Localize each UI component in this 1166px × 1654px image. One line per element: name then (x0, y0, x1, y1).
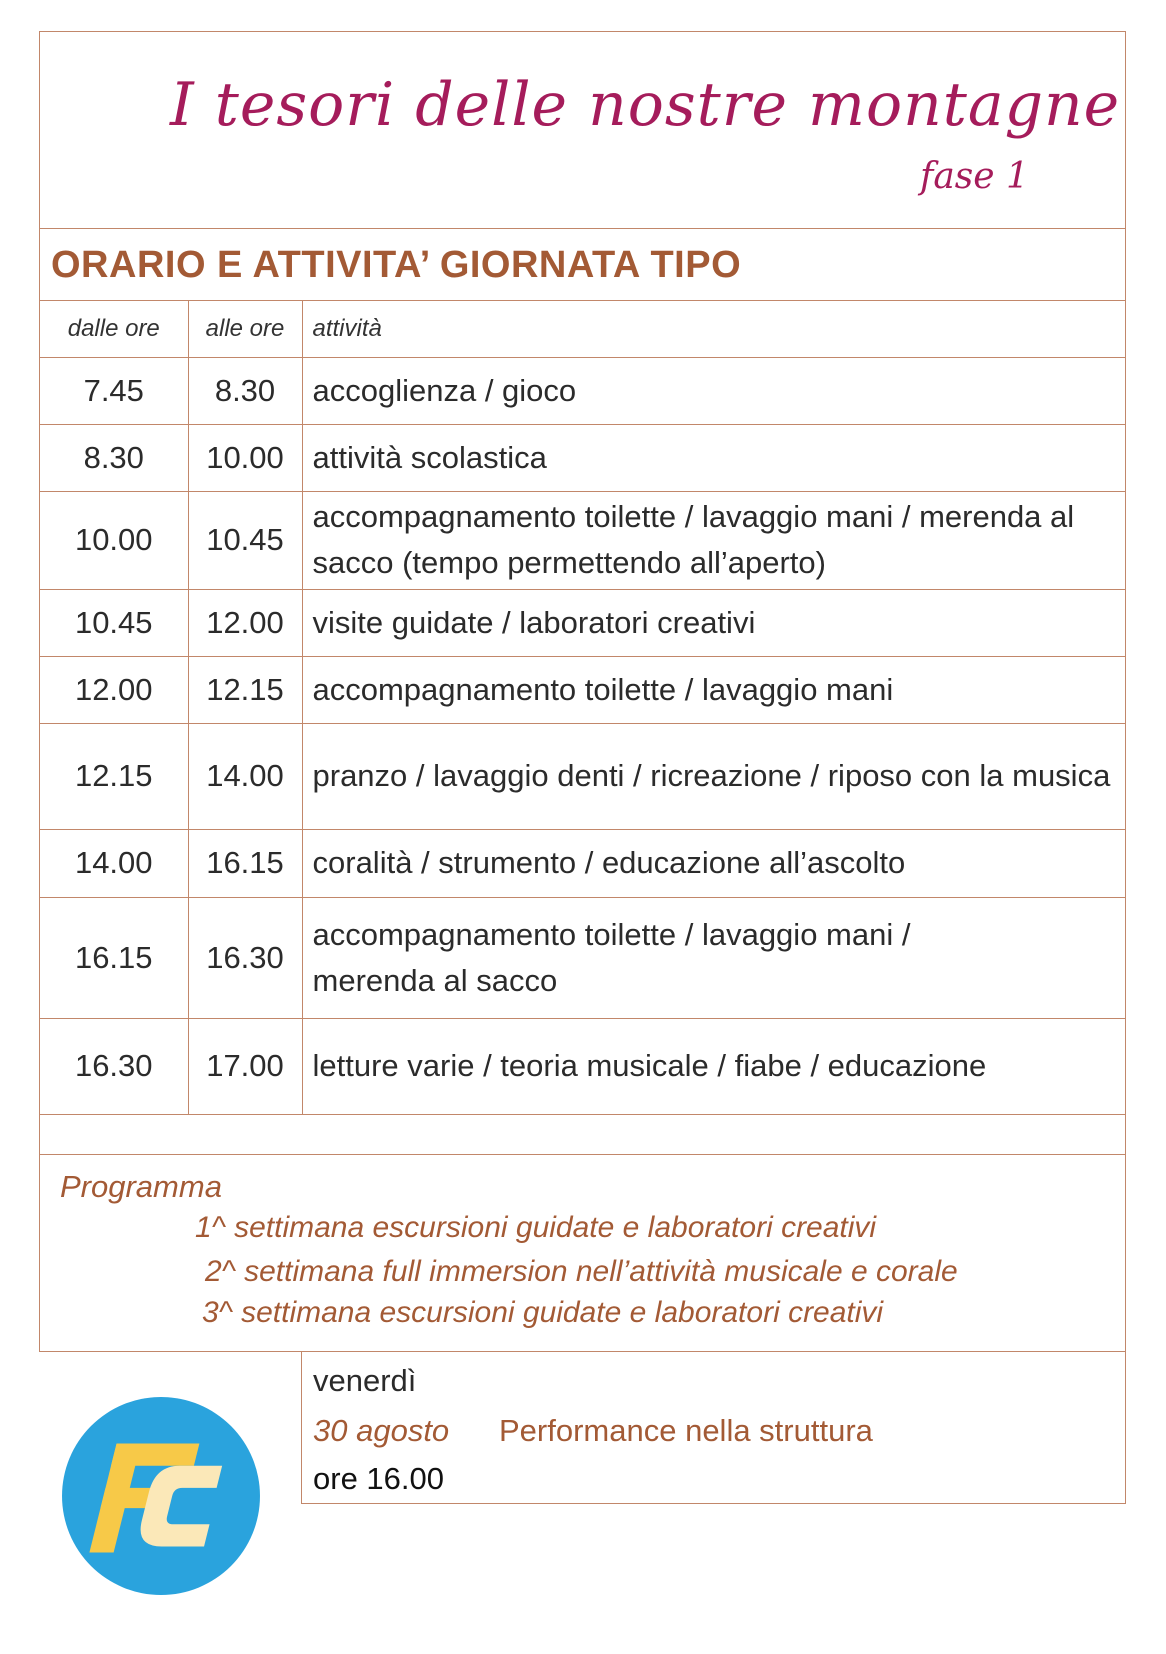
row-to: 14.00 (188, 723, 302, 829)
row-to: 8.30 (188, 357, 302, 424)
row-activity: pranzo / lavaggio denti / ricreazione / riposo con la musica (302, 723, 1125, 829)
row-activity: accompagnamento toilette / lavaggio mani / merenda al sacco (302, 897, 1125, 1018)
program-week-3: 3^ settimana escursioni guidate e laboratori creativi (202, 1296, 884, 1329)
program-week-1: 1^ settimana escursioni guidate e laboratori creativi (195, 1211, 877, 1244)
section-heading (40, 229, 1125, 301)
table-row (40, 589, 1125, 656)
schedule-table (40, 301, 1125, 1115)
col-header-activity: attività (302, 301, 1125, 357)
program-week-2: 2^ settimana full immersion nell’attività musicale e corale (205, 1255, 958, 1288)
row-activity: letture varie / teoria musicale / fiabe / educazione (302, 1018, 1125, 1114)
row-to: 10.45 (188, 491, 302, 589)
row-from: 16.30 (40, 1018, 188, 1114)
col-header-to: alle ore (188, 301, 302, 357)
table-row (40, 656, 1125, 723)
row-activity: accompagnamento toilette / lavaggio mani (302, 656, 1125, 723)
event-day: venerdì (313, 1363, 417, 1398)
event-performance: Performance nella struttura (499, 1413, 873, 1448)
col-header-from: dalle ore (40, 301, 188, 357)
row-activity: attività scolastica (302, 424, 1125, 491)
row-activity: visite guidate / laboratori creativi (302, 589, 1125, 656)
page-title: I tesori delle nostre montagne (170, 70, 1121, 140)
row-activity: coralità / strumento / educazione all’ascolto (302, 829, 1125, 897)
event-box (301, 1351, 1126, 1504)
program-title: Programma (60, 1169, 222, 1204)
fc-logo-icon (60, 1395, 262, 1597)
page-subtitle: fase 1 (920, 156, 1029, 197)
row-from: 7.45 (40, 357, 188, 424)
row-to: 12.00 (188, 589, 302, 656)
row-from: 12.00 (40, 656, 188, 723)
table-row (40, 723, 1125, 829)
row-to: 12.15 (188, 656, 302, 723)
row-from: 12.15 (40, 723, 188, 829)
title-box (40, 32, 1125, 229)
row-to: 17.00 (188, 1018, 302, 1114)
row-to: 10.00 (188, 424, 302, 491)
table-row (40, 1018, 1125, 1114)
table-header-row (40, 301, 1125, 357)
table-row (40, 424, 1125, 491)
table-row (40, 829, 1125, 897)
row-activity: accoglienza / gioco (302, 357, 1125, 424)
program-section (40, 1154, 1125, 1353)
row-to: 16.30 (188, 897, 302, 1018)
row-from: 14.00 (40, 829, 188, 897)
row-activity: accompagnamento toilette / lavaggio mani / merenda al sacco (tempo permettendo all’aperto) (302, 491, 1125, 589)
event-time: ore 16.00 (313, 1461, 444, 1496)
table-row (40, 491, 1125, 589)
schedule-frame (39, 31, 1126, 1352)
row-from: 10.00 (40, 491, 188, 589)
row-from: 10.45 (40, 589, 188, 656)
row-to: 16.15 (188, 829, 302, 897)
table-row (40, 897, 1125, 1018)
row-from: 16.15 (40, 897, 188, 1018)
row-from: 8.30 (40, 424, 188, 491)
event-date: 30 agosto (313, 1413, 450, 1448)
table-row (40, 357, 1125, 424)
section-heading-text: ORARIO E ATTIVITA’ GIORNATA TIPO (51, 244, 742, 286)
